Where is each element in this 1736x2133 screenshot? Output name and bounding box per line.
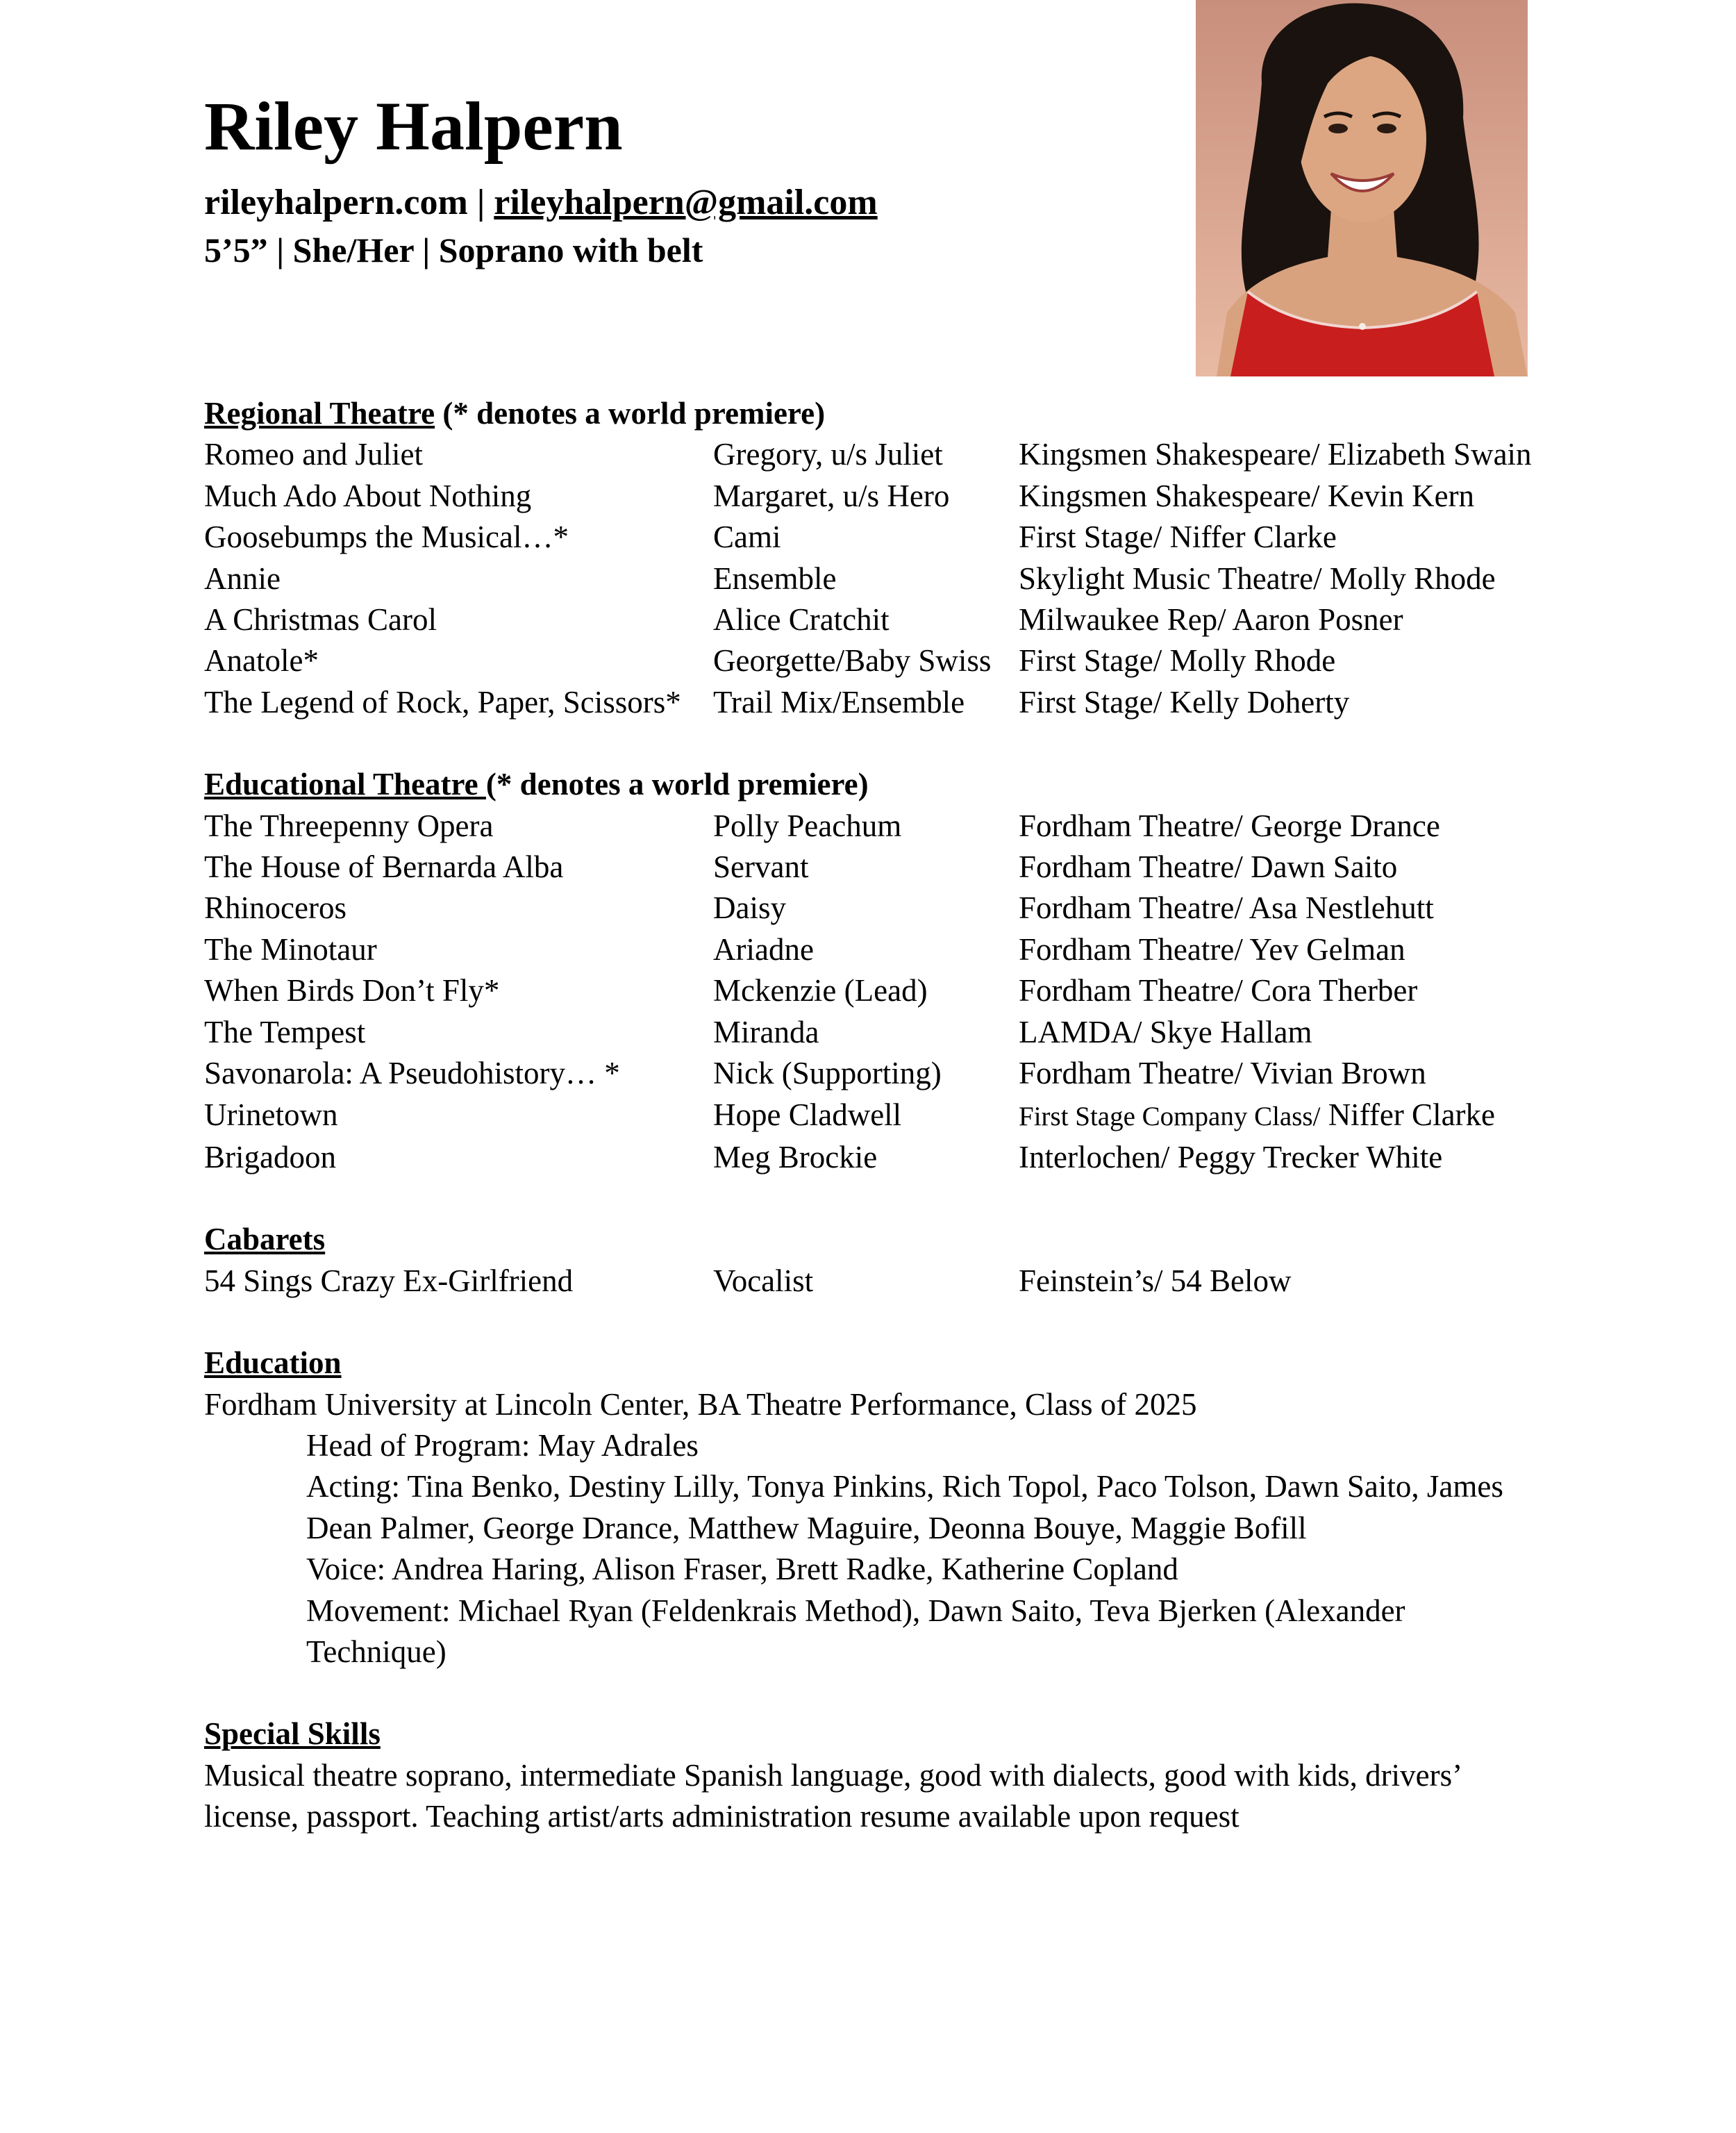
- company-director: Fordham Theatre/ Cora Therber: [1019, 973, 1418, 1009]
- credit-row: [204, 1012, 1551, 1053]
- role: Daisy: [713, 890, 786, 926]
- credit-row: [204, 1053, 1551, 1094]
- skills-line: Musical theatre soprano, intermediate Spanish language, good with dialects, good with kids, drivers’: [204, 1757, 1463, 1793]
- role: Gregory, u/s Juliet: [713, 437, 943, 472]
- company-director: First Stage/ Kelly Doherty: [1019, 684, 1350, 720]
- company-director: First Stage/ Niffer Clarke: [1019, 520, 1337, 555]
- show-title: Much Ado About Nothing: [204, 478, 532, 513]
- credit-row: [204, 806, 1551, 847]
- company-director: Feinstein’s/ 54 Below: [1019, 1263, 1292, 1298]
- contact-line: [204, 182, 878, 224]
- role: Trail Mix/Ensemble: [713, 684, 965, 720]
- cabarets-section: [204, 1219, 1551, 1302]
- education-detail-line: Head of Program: May Adrales: [306, 1427, 699, 1463]
- credit-row: [204, 640, 1551, 681]
- show-title: When Birds Don’t Fly*: [204, 973, 500, 1009]
- show-title: Savonarola: A Pseudohistory… *: [204, 1056, 620, 1091]
- education-detail-line: Acting: Tina Benko, Destiny Lilly, Tonya Pinkins, Rich Topol, Paco Tolson, Dawn Saito, James: [306, 1469, 1503, 1504]
- credit-row: [204, 476, 1551, 517]
- resume-body: [204, 393, 1551, 1838]
- company-director: Fordham Theatre/ George Drance: [1019, 808, 1440, 843]
- section-title: Educational Theatre: [204, 767, 486, 802]
- show-title: The Minotaur: [204, 931, 377, 967]
- credit-row: [204, 517, 1551, 558]
- show-title: Anatole*: [204, 643, 319, 679]
- section-heading: [204, 1219, 1551, 1260]
- section-note: (* denotes a world premiere): [485, 767, 869, 802]
- show-title: Rhinoceros: [204, 890, 347, 926]
- role: Hope Cladwell: [713, 1097, 902, 1132]
- education-detail-line: Voice: Andrea Haring, Alison Fraser, Brett Radke, Katherine Copland: [306, 1552, 1178, 1587]
- role: Ensemble: [713, 561, 837, 596]
- show-title: The Tempest: [204, 1014, 366, 1049]
- role: Meg Brockie: [713, 1139, 878, 1175]
- role: Ariadne: [713, 931, 814, 967]
- company-director: Fordham Theatre/ Vivian Brown: [1019, 1056, 1426, 1091]
- role: Mckenzie (Lead): [713, 973, 928, 1009]
- section-heading: [204, 1343, 1551, 1384]
- company-director: Milwaukee Rep/ Aaron Posner: [1019, 602, 1403, 638]
- headshot-photo: [1196, 0, 1528, 376]
- credit-row: [204, 970, 1551, 1011]
- show-title: The Legend of Rock, Paper, Scissors*: [204, 684, 681, 720]
- company-director: First Stage/ Molly Rhode: [1019, 643, 1336, 679]
- credit-row: [204, 682, 1551, 723]
- show-title: A Christmas Carol: [204, 602, 437, 638]
- resume-name: Riley Halpern: [204, 88, 623, 165]
- special-skills-section: [204, 1713, 1551, 1837]
- section-heading: [204, 764, 1551, 805]
- show-title: The Threepenny Opera: [204, 808, 494, 843]
- regional-theatre-section: [204, 393, 1551, 723]
- show-title: 54 Sings Crazy Ex-Girlfriend: [204, 1263, 574, 1298]
- company-director: LAMDA/ Skye Hallam: [1019, 1014, 1312, 1049]
- contact-separator: |: [467, 183, 494, 222]
- role: Servant: [713, 849, 809, 885]
- credit-row: [204, 599, 1551, 640]
- company-director: Skylight Music Theatre/ Molly Rhode: [1019, 561, 1496, 596]
- role: Miranda: [713, 1014, 819, 1049]
- section-heading: [204, 393, 1551, 434]
- company-name: First Stage Company Class/: [1019, 1101, 1321, 1131]
- credit-row: [204, 1095, 1551, 1137]
- show-title: Romeo and Juliet: [204, 437, 423, 472]
- headshot-illustration: [1196, 0, 1528, 376]
- skills-line: license, passport. Teaching artist/arts administration resume available upon request: [204, 1799, 1240, 1834]
- credit-row: [204, 1261, 1551, 1302]
- role: Georgette/Baby Swiss: [713, 643, 992, 679]
- credit-row: [204, 929, 1551, 970]
- role: Vocalist: [713, 1263, 814, 1298]
- section-title: Regional Theatre: [204, 396, 435, 431]
- credit-row: [204, 847, 1551, 888]
- website-link[interactable]: rileyhalpern.com: [204, 183, 468, 222]
- show-title: The House of Bernarda Alba: [204, 849, 564, 885]
- educational-theatre-section: [204, 764, 1551, 1178]
- education-detail-line: Movement: Michael Ryan (Feldenkrais Method), Dawn Saito, Teva Bjerken (Alexander: [306, 1593, 1405, 1628]
- company-director: [1019, 1095, 1495, 1137]
- role: Alice Cratchit: [713, 602, 890, 638]
- section-title: Cabarets: [204, 1222, 326, 1257]
- education-section: [204, 1343, 1551, 1673]
- education-detail-line: Dean Palmer, George Drance, Matthew Maguire, Deonna Bouye, Maggie Bofill: [306, 1510, 1307, 1545]
- section-title: Special Skills: [204, 1716, 381, 1752]
- show-title: Goosebumps the Musical…*: [204, 520, 569, 555]
- school-line: Fordham University at Lincoln Center, BA Theatre Performance, Class of 2025: [204, 1386, 1197, 1422]
- company-director: Interlochen/ Peggy Trecker White: [1019, 1139, 1443, 1175]
- company-director: Kingsmen Shakespeare/ Elizabeth Swain: [1019, 437, 1532, 472]
- email-link[interactable]: rileyhalpern@gmail.com: [494, 183, 878, 222]
- role: Margaret, u/s Hero: [713, 478, 950, 513]
- company-director: Fordham Theatre/ Asa Nestlehutt: [1019, 890, 1434, 926]
- company-director: Fordham Theatre/ Yev Gelman: [1019, 931, 1405, 967]
- section-note: (* denotes a world premiere): [435, 396, 826, 431]
- credit-row: [204, 434, 1551, 475]
- section-title: Education: [204, 1345, 342, 1381]
- role: Nick (Supporting): [713, 1056, 942, 1091]
- credit-row: [204, 1137, 1551, 1178]
- show-title: Brigadoon: [204, 1139, 336, 1175]
- section-heading: [204, 1713, 1551, 1754]
- credit-row: [204, 558, 1551, 599]
- show-title: Annie: [204, 561, 281, 596]
- education-detail-line: Technique): [306, 1634, 446, 1669]
- role: Polly Peachum: [713, 808, 902, 843]
- company-director: Fordham Theatre/ Dawn Saito: [1019, 849, 1398, 885]
- show-title: Urinetown: [204, 1097, 338, 1132]
- role: Cami: [713, 520, 781, 555]
- director-name: Niffer Clarke: [1320, 1097, 1496, 1132]
- credit-row: [204, 888, 1551, 929]
- company-director: Kingsmen Shakespeare/ Kevin Kern: [1019, 478, 1475, 513]
- stats-line: 5’5” | She/Her | Soprano with belt: [204, 231, 703, 269]
